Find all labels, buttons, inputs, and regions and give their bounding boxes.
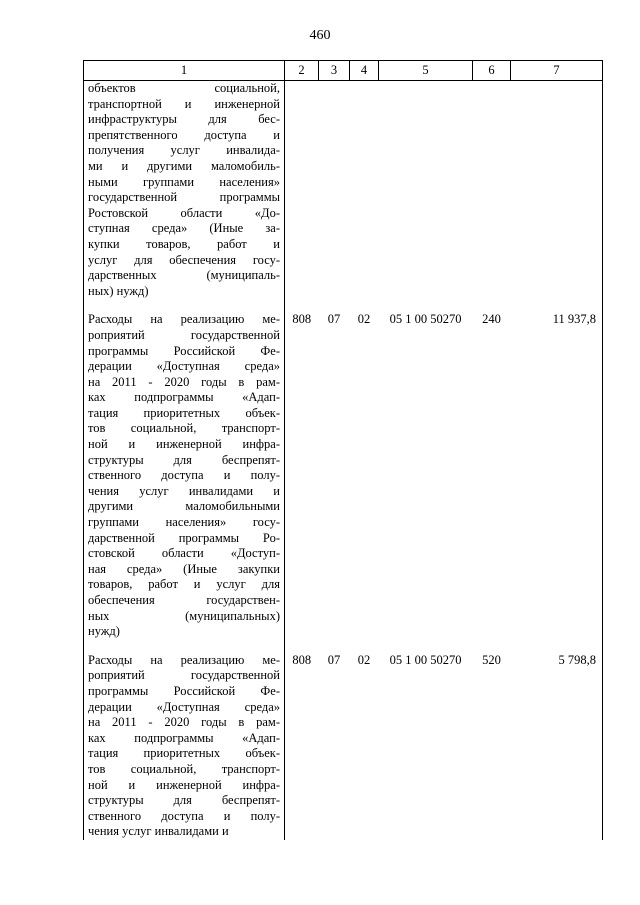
description-line: ной и инженерной инфра- xyxy=(88,777,280,792)
expense-type: 520 xyxy=(482,652,501,667)
table-row xyxy=(84,81,603,300)
description-line: государственной программы xyxy=(88,190,280,205)
description-line: купки товаров, работ и xyxy=(88,236,280,251)
header-cell-1: 1 xyxy=(84,61,285,81)
header-cell-3: 3 xyxy=(319,61,350,81)
target-code: 05 1 00 50270 xyxy=(389,652,462,667)
description-line: транспортной и инженерной xyxy=(88,96,280,111)
description-line: ственного доступа и полу- xyxy=(88,808,280,823)
description-line: получения услуг инвалида- xyxy=(88,143,280,158)
table-row xyxy=(84,640,603,840)
row-description xyxy=(84,81,285,300)
description-line: препятственного доступа и xyxy=(88,127,280,142)
description-line: чения услуг инвалидами и xyxy=(88,483,280,498)
description-line: ной и инженерной инфра- xyxy=(88,437,280,452)
description-line: нужд) xyxy=(88,624,120,639)
expense-type: 240 xyxy=(482,312,501,327)
description-line: объектов социальной, xyxy=(88,81,280,95)
budget-table xyxy=(83,60,603,840)
description-line: ках подпрограммы «Адап- xyxy=(88,730,280,745)
description-line: ных (муниципальных) xyxy=(88,608,280,623)
description-line: Расходы на реализацию ме- xyxy=(88,312,280,327)
description-line: структуры для беспрепят- xyxy=(88,452,280,467)
description-line: дарственной программы Ро- xyxy=(88,530,280,545)
description-line: структуры для беспрепят- xyxy=(88,793,280,808)
description-line: на 2011 - 2020 годы в рам- xyxy=(88,374,280,389)
description-line: тов социальной, транспорт- xyxy=(88,421,280,436)
target-code: 05 1 00 50270 xyxy=(389,312,462,327)
ministry-code: 808 xyxy=(292,312,312,327)
ministry-code: 808 xyxy=(292,652,312,667)
description-line: стовской области «Доступ- xyxy=(88,546,280,561)
header-cell-2: 2 xyxy=(285,61,319,81)
header-cell-7: 7 xyxy=(511,61,603,81)
description-line: ными группами населения» xyxy=(88,174,280,189)
description-line: Ростовской области «До- xyxy=(88,205,280,220)
description-line: чения услуг инвалидами и xyxy=(88,824,229,839)
description-line: услуг для обеспечения госу- xyxy=(88,252,280,267)
description-line: ных) нужд) xyxy=(88,283,149,298)
amount: 11 937,8 xyxy=(511,299,603,639)
header-cell-4: 4 xyxy=(350,61,379,81)
table-row xyxy=(84,299,603,639)
description-line: дарственных (муниципаль- xyxy=(88,268,280,283)
subsection-code: 02 xyxy=(357,652,371,667)
description-line: ственного доступа и полу- xyxy=(88,468,280,483)
description-line: программы Российской Фе- xyxy=(88,343,280,358)
description-line: на 2011 - 2020 годы в рам- xyxy=(88,715,280,730)
target-code xyxy=(379,81,473,300)
header-cell-5: 5 xyxy=(379,61,473,81)
ministry-code xyxy=(285,81,319,300)
description-line: тация приоритетных объек- xyxy=(88,746,280,761)
description-line: инфраструктуры для бес- xyxy=(88,112,280,127)
description-line: дерации «Доступная среда» xyxy=(88,699,280,714)
description-line: программы Российской Фе- xyxy=(88,683,280,698)
subsection-code xyxy=(350,81,379,300)
row-description xyxy=(84,299,285,639)
description-line: ступная среда» (Иные за- xyxy=(88,221,280,236)
description-line: Расходы на реализацию ме- xyxy=(88,652,280,667)
row-description xyxy=(84,640,285,840)
description-line: обеспечения государствен- xyxy=(88,593,280,607)
description-line: тов социальной, транспорт- xyxy=(88,761,280,776)
description-line: ках подпрограммы «Адап- xyxy=(88,390,280,405)
table-body xyxy=(84,81,603,840)
description-line: роприятий государственной xyxy=(88,668,280,683)
description-line: другими маломобильными xyxy=(88,499,280,514)
description-line: товаров, работ и услуг для xyxy=(88,577,280,592)
description-line: ми и другими маломобиль- xyxy=(88,158,280,173)
description-line: дерации «Доступная среда» xyxy=(88,359,280,374)
subsection-code: 02 xyxy=(357,312,371,327)
expense-type xyxy=(473,81,511,300)
table-header-row xyxy=(84,61,603,81)
description-line: роприятий государственной xyxy=(88,327,280,342)
description-line: тация приоритетных объек- xyxy=(88,405,280,420)
amount: 5 798,8 xyxy=(511,640,603,840)
page-number: 460 xyxy=(309,28,331,43)
section-code xyxy=(319,81,350,300)
description-line: группами населения» госу- xyxy=(88,515,280,530)
header-cell-6: 6 xyxy=(473,61,511,81)
section-code: 07 xyxy=(327,312,341,327)
amount xyxy=(511,81,603,300)
section-code: 07 xyxy=(327,652,341,667)
description-line: ная среда» (Иные закупки xyxy=(88,561,280,576)
